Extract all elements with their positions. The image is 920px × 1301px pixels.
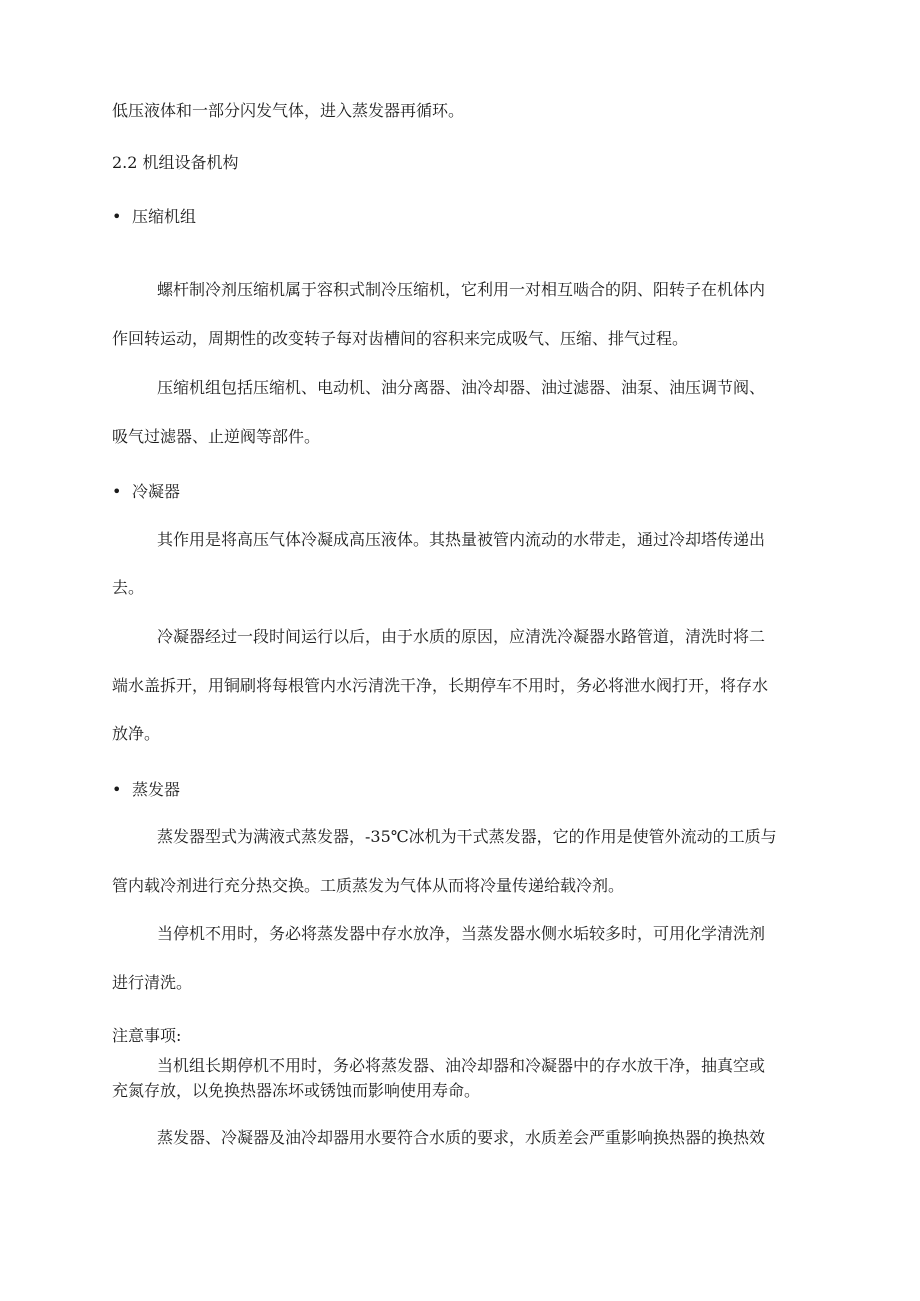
paragraph-line: 管内载冷剂进行充分热交换。工质蒸发为气体从而将冷量传递给载冷剂。 <box>112 876 625 895</box>
paragraph-line: 蒸发器、冷凝器及油冷却器用水要符合水质的要求，水质差会严重影响换热器的换热效 <box>157 1128 766 1147</box>
paragraph-line: 进行清洗。 <box>112 973 193 992</box>
bullet-heading-evaporator <box>112 780 180 800</box>
paragraph-line: 蒸发器型式为满液式蒸发器，-35℃冰机为干式蒸发器，它的作用是使管外流动的工质与 <box>157 827 777 846</box>
paragraph-line: 充氮存放，以免换热器冻坏或锈蚀而影响使用寿命。 <box>112 1081 481 1100</box>
paragraph-line: 当停机不用时，务必将蒸发器中存水放净，当蒸发器水侧水垢较多时，可用化学清洗剂 <box>157 924 766 943</box>
paragraph-line: 冷凝器经过一段时间运行以后，由于水质的原因，应清洗冷凝器水路管道，清洗时将二 <box>157 627 766 646</box>
paragraph-line: 去。 <box>112 578 145 597</box>
paragraph-line: 作回转运动，周期性的改变转子每对齿槽间的容积来完成吸气、压缩、排气过程。 <box>112 329 689 348</box>
bullet-heading-compressor <box>112 207 196 227</box>
bullet-heading-text: 压缩机组 <box>132 207 197 226</box>
bullet-heading-text: 冷凝器 <box>132 482 181 501</box>
paragraph-line: 当机组长期停机不用时，务必将蒸发器、油冷却器和冷凝器中的存水放干净，抽真空或 <box>157 1056 766 1075</box>
bullet-icon: • <box>112 207 122 226</box>
paragraph-line: 端水盖拆开，用铜刷将每根管内水污清洗干净，长期停车不用时，务必将泄水阀打开，将存水 <box>112 676 769 695</box>
paragraph-line: 低压液体和一部分闪发气体，进入蒸发器再循环。 <box>112 101 465 120</box>
paragraph-line: 放净。 <box>112 724 161 743</box>
notes-heading: 注意事项: <box>112 1026 182 1045</box>
bullet-icon: • <box>112 482 122 501</box>
paragraph-line: 螺杆制冷剂压缩机属于容积式制冷压缩机，它利用一对相互啮合的阴、阳转子在机体内 <box>157 280 766 299</box>
bullet-heading-text: 蒸发器 <box>132 780 181 799</box>
paragraph-line: 其作用是将高压气体冷凝成高压液体。其热量被管内流动的水带走，通过冷却塔传递出 <box>157 530 766 549</box>
paragraph-line: 吸气过滤器、止逆阀等部件。 <box>112 427 321 446</box>
paragraph-line: 压缩机组包括压缩机、电动机、油分离器、油冷却器、油过滤器、油泵、油压调节阀、 <box>157 378 766 397</box>
bullet-heading-condenser <box>112 482 180 502</box>
bullet-icon: • <box>112 780 122 799</box>
section-heading: 2.2 机组设备机构 <box>112 153 239 172</box>
